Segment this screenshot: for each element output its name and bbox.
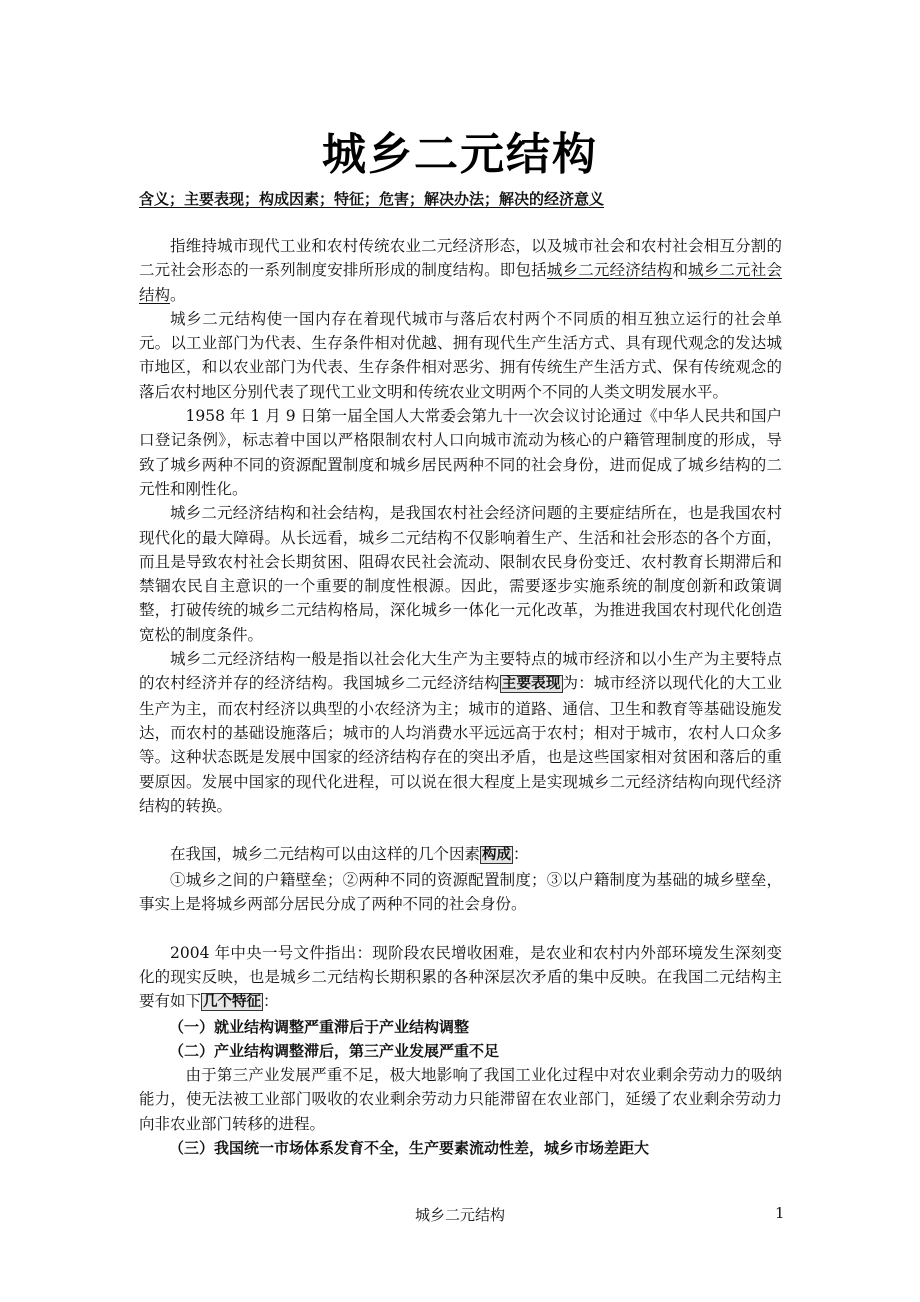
paragraph-tertiary-industry: 由于第三产业发展严重不足，极大地影响了我国工业化过程中对农业剩余劳动力的吸纳能力，使无法被工业部门吸收的农业剩余劳动力只能滞留在农业部门，延缓了农业剩余劳动力向非农业部门转移的进程。 (139, 1066, 782, 1133)
paragraph-text: 。 (170, 285, 186, 304)
paragraph-hukou-1958: 1958 年 1 月 9 日第一届全国人大常委会第九十一次会议讨论通过《中华人民共和国户口登记条例》，标志着中国以严格限制农村人口向城市流动为核心的户籍管理制度的形成，导致了城乡两种不同的资源配置制度和城乡居民两种不同的社会身份，进而促成了城乡结构的二元性和刚性化。 (139, 407, 782, 498)
document-title: 城乡二元结构 (322, 129, 598, 180)
keyword-box-main-manifestations: 主要表现 (501, 676, 561, 693)
subheading-feature-3: （三）我国统一市场体系发育不全，生产要素流动性差，城乡市场差距大 (169, 1138, 650, 1157)
subheading-feature-2: （二）产业结构调整滞后，第三产业发展严重不足 (169, 1041, 500, 1060)
paragraph-text: 为：城市经济以现代化的大工业生产为主，而农村经济以典型的小农经济为主；城市的道路、通信、卫生和教育等基础设施发达，而农村的基础设施落后；城市的人均消费水平远远高于农村；相对于城市，农村人口众多等。这种状态既是发展中国家的经济结构存在的突出矛盾，也是这些国家相对贫困和落后的重要原因。发展中国家的现代化进程，可以说在很大程度上是实现城乡二元经济结构向现代经济结构的转换。 (139, 674, 782, 815)
paragraph-rural-obstacle: 城乡二元经济结构和社会结构，是我国农村社会经济问题的主要症结所在，也是我国农村现代化的最大障碍。从长远看，城乡二元结构不仅影响着生产、生活和社会形态的各个方面，而且是导致农村社会长期贫困、阻碍农民社会流动、限制农民身份变迁、农村教育长期滞后和禁锢农民自主意识的一个重要的制度性根源。因此，需要逐步实施系统的制度创新和政策调整，打破传统的城乡二元结构格局，深化城乡一体化一元化改革，为推进我国农村现代化创造宽松的制度条件。 (139, 504, 782, 644)
page-number: 1 (775, 1204, 785, 1222)
paragraph-main-manifestations (139, 647, 782, 818)
paragraph-text: ： (263, 992, 279, 1011)
paragraph-text: 在我国，城乡二元结构可以由这样的几个因素 (170, 845, 481, 864)
document-body (139, 234, 782, 1160)
blank-line (139, 818, 782, 842)
paragraph-text: 城乡二元经济结构一般是指以社会化大生产为主要特点的城市经济和以小生产为主要特点的农村经济并存的经济结构。我国城乡二元经济结构 (139, 650, 782, 693)
link-dual-social-structure[interactable]: 城乡二元社会结构 (139, 261, 782, 304)
paragraph-text: 指维持城市现代工业和农村传统农业二元经济形态，以及城市社会和农村社会相互分割的二元社会形态的一系列制度安排所形成的制度结构。即包括 (139, 237, 782, 280)
paragraph-social-units: 城乡二元结构使一国内存在着现代城市与落后农村两个不同质的相互独立运行的社会单元。以工业部门为代表、生存条件相对优越、拥有现代生产生活方式、具有现代观念的发达城市地区，和以农业部门为代表、生存条件相对恶劣、拥有传统生产生活方式、保有传统观念的落后农村地区分别代表了现代工业文明和传统农业文明两个不同的人类文明发展水平。 (139, 309, 782, 401)
keyword-box-features: 几个特征 (203, 994, 262, 1011)
paragraph-composition-items: ①城乡之间的户籍壁垒；②两种不同的资源配置制度；③以户籍制度为基础的城乡壁垒，事实上是将城乡两部分居民分成了两种不同的社会身份。 (139, 870, 782, 914)
toc-line[interactable]: 含义；主要表现；构成因素；特征；危害；解决办法；解决的经济意义 (139, 190, 605, 208)
paragraph-text: ： (513, 845, 529, 864)
paragraph-composition (139, 842, 782, 867)
paragraph-text: 2004 年中央一号文件指出：现阶段农民增收困难，是农业和农村内外部环境发生深刻变化的现实反映，也是城乡二元结构长期积累的各种深层次矛盾的集中反映。在我国二元结构主要有如下 (139, 943, 782, 1011)
keyword-box-composition: 构成 (482, 847, 512, 864)
blank-line (139, 916, 782, 940)
paragraph-definition (139, 234, 782, 307)
footer-title: 城乡二元结构 (414, 1206, 505, 1224)
paragraph-text: 和 (672, 261, 689, 280)
link-dual-economic-structure[interactable]: 城乡二元经济结构 (546, 261, 673, 280)
paragraph-features-intro (139, 941, 782, 1015)
subheading-feature-1: （一）就业结构调整严重滞后于产业结构调整 (169, 1017, 470, 1036)
